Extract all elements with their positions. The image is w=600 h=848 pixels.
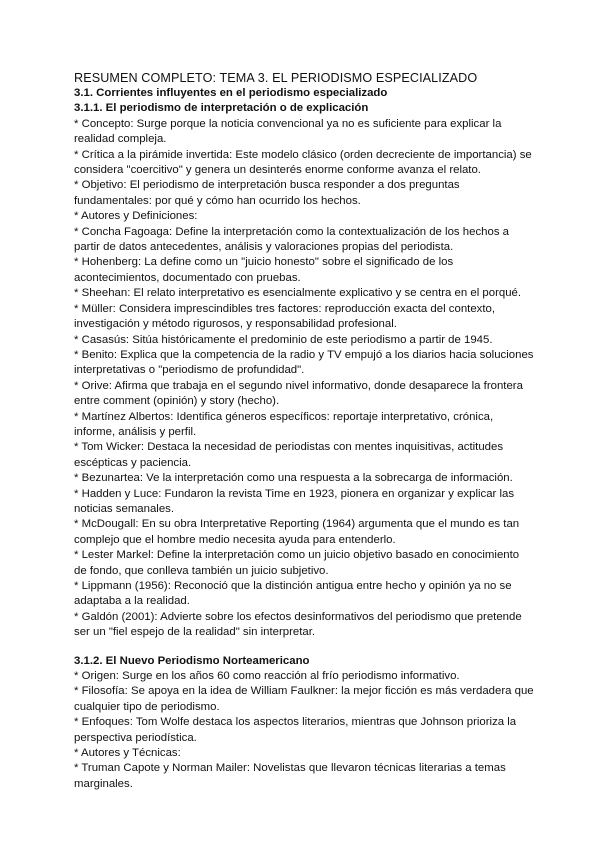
paragraph-mcdougall: * McDougall: En su obra Interpretative Reporting (1964) argumenta que el mundo es tan complejo que el hombre medio necesita ayuda para entenderlo.: [74, 518, 520, 546]
subsection-body-interpretacion: [74, 117, 534, 641]
paragraph-enfoques: * Enfoques: Tom Wolfe destaca los aspectos literarios, mientras que Johnson prioriza la perspectiva periodística.: [74, 716, 517, 744]
paragraph-origen: * Origen: Surge en los años 60 como reacción al frío periodismo informativo.: [74, 670, 460, 683]
paragraph-autores-heading: * Autores y Definiciones:: [74, 210, 198, 223]
paragraph-lester-markel: * Lester Markel: Define la interpretación como un juicio objetivo basado en conocimiento de fondo, que conlleva también un juicio subjetivo.: [74, 549, 520, 577]
paragraph-orive: * Orive: Afirma que trabaja en el segundo nivel informativo, donde desaparece la frontera entre comment (opinión) y story (hecho).: [74, 379, 523, 408]
paragraph-galdon: * Galdón (2001): Advierte sobre los efectos desinformativos del periodismo que pretende ser un "fiel espejo de la realidad" sin interpretar.: [74, 610, 522, 639]
section-title: 3.1. Corrientes influyentes en el periodismo especializado: [74, 87, 388, 99]
paragraph-hadden-luce: * Hadden y Luce: Fundaron la revista Time en 1923, pionera en organizar y explicar las noticias semanales.: [74, 487, 515, 515]
paragraph-capote-mailer: * Truman Capote y Norman Mailer: Novelistas que llevaron técnicas literarias a temas marginales.: [74, 762, 506, 790]
document-page: [74, 70, 534, 792]
paragraph-critica: * Crítica a la pirámide invertida: Este modelo clásico (orden decreciente de importancia) se considera "coercitivo" y genera un desinterés enorme conforme avanza el relato.: [74, 148, 532, 177]
subsection-body-nuevo-periodismo: [74, 669, 534, 792]
subsection-title-nuevo-periodismo: 3.1.2. El Nuevo Periodismo Norteamericano: [74, 654, 310, 667]
paragraph-fagoaga: * Concha Fagoaga: Define la interpretación como la contextualización de los hechos a partir de datos antecedentes, análisis y valoraciones propias del periodista.: [74, 225, 510, 254]
paragraph-martinez-albertos: * Martínez Albertos: Identifica géneros específicos: reportaje interpretativo, crónica, informe, análisis y perfil.: [74, 410, 494, 438]
paragraph-objetivo: * Objetivo: El periodismo de interpretación busca responder a dos preguntas fundamentales: por qué y cómo han ocurrido los hechos.: [74, 179, 460, 207]
paragraph-autores-tecnicas: * Autores y Técnicas:: [74, 747, 181, 760]
section-spacer: [74, 641, 534, 654]
paragraph-muller: * Müller: Considera imprescindibles tres factores: reproducción exacta del contexto, investigación y método rigurosos, y responsabilidad profesional.: [74, 302, 496, 331]
document-title: RESUMEN COMPLETO: TEMA 3. EL PERIODISMO ESPECIALIZADO: [74, 71, 478, 85]
paragraph-filosofia: * Filosofía: Se apoya en la idea de William Faulkner: la mejor ficción es más verdadera que cualquier tipo de periodismo.: [74, 685, 534, 713]
subsection-title-interpretacion: 3.1.1. El periodismo de interpretación o de explicación: [74, 102, 369, 115]
paragraph-benito: * Benito: Explica que la competencia de la radio y TV empujó a los diarios hacia soluciones interpretativas o "periodismo de profundidad".: [74, 348, 534, 377]
paragraph-bezunartea: * Bezunartea: Ve la interpretación como una respuesta a la sobrecarga de información.: [74, 472, 513, 485]
paragraph-tom-wicker: * Tom Wicker: Destaca la necesidad de periodistas con mentes inquisitivas, actitudes escépticas y paciencia.: [74, 441, 504, 469]
paragraph-lippmann: * Lippmann (1956): Reconoció que la distinción antigua entre hecho y opinión ya no se adaptaba a la realidad.: [74, 580, 512, 608]
paragraph-concepto: * Concepto: Surge porque la noticia convencional ya no es suficiente para explicar la realidad compleja.: [74, 117, 502, 146]
paragraph-hohenberg: * Hohenberg: La define como un "juicio honesto" sobre el significado de los acontecimientos, documentado con pruebas.: [74, 256, 454, 284]
paragraph-casasus: * Casasús: Sitúa históricamente el predominio de este periodismo a partir de 1945.: [74, 333, 493, 346]
paragraph-sheehan: * Sheehan: El relato interpretativo es esencialmente explicativo y se centra en el porqué.: [74, 287, 522, 300]
